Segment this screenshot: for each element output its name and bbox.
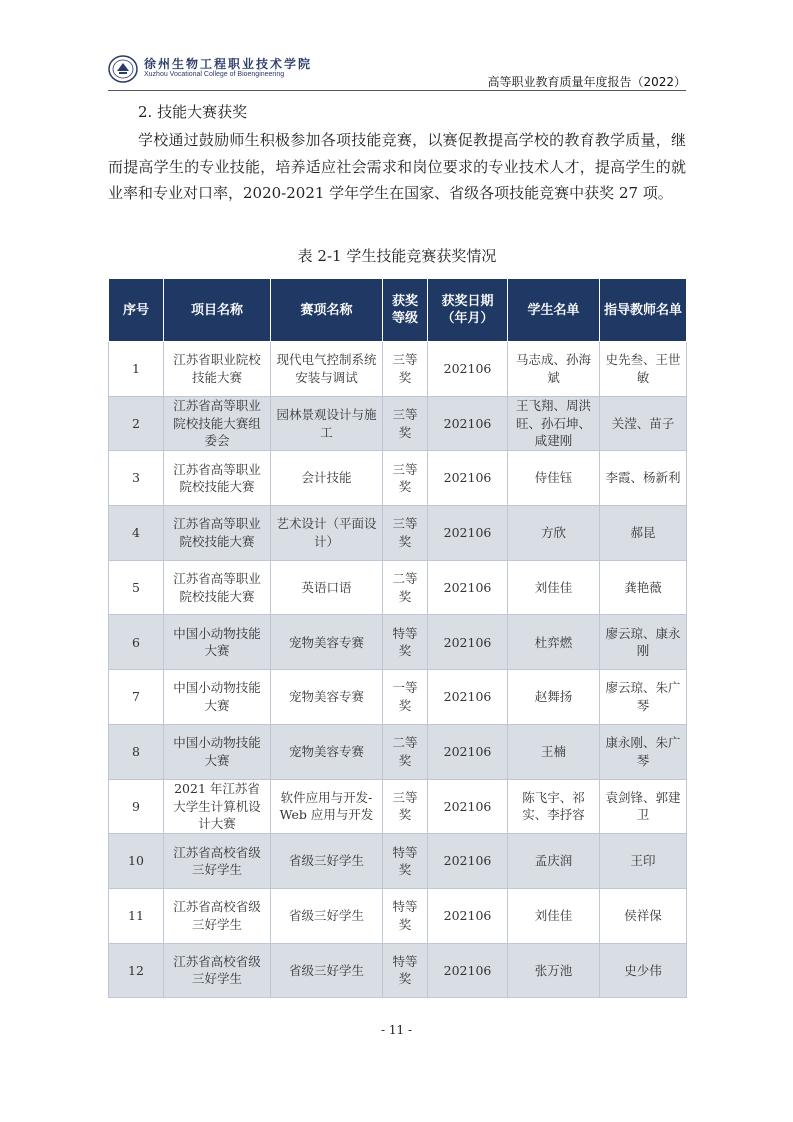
cell-award-date: 202106: [428, 342, 508, 397]
table-row: [109, 779, 687, 834]
cell-students: 侍佳钰: [508, 451, 600, 506]
cell-project: 中国小动物技能大赛: [164, 615, 271, 670]
cell-event: 现代电气控制系统安装与调试: [271, 342, 383, 397]
table-row: [109, 888, 687, 943]
page-header: [108, 52, 686, 92]
table-caption: 表 2-1 学生技能竞赛获奖情况: [297, 247, 497, 265]
cell-advisors: 袁剑锋、郭建卫: [600, 779, 687, 834]
cell-event: 省级三好学生: [271, 834, 383, 889]
cell-students: 刘佳佳: [508, 888, 600, 943]
cell-advisors: 关滢、苗子: [600, 396, 687, 451]
cell-index: 4: [109, 506, 164, 561]
cell-project: 中国小动物技能大赛: [164, 724, 271, 779]
cell-award-date: 202106: [428, 451, 508, 506]
table-row: [109, 506, 687, 561]
header-cell-award-level: 获奖等级: [383, 279, 428, 342]
table-row: [109, 451, 687, 506]
table-header-row: [109, 279, 687, 342]
table-row: [109, 615, 687, 670]
table-row: [109, 834, 687, 889]
cell-students: 王飞翔、周洪旺、孙石坤、咸建刚: [508, 396, 600, 451]
cell-award-date: 202106: [428, 506, 508, 561]
cell-project: 江苏省高等职业院校技能大赛: [164, 560, 271, 615]
report-title: 高等职业教育质量年度报告（2022）: [487, 75, 686, 89]
cell-award-date: 202106: [428, 834, 508, 889]
cell-award-level: 三等奖: [383, 506, 428, 561]
cell-advisors: 龚艳薇: [600, 560, 687, 615]
school-name-en: Xuzhou Vocational College of Bioengineering: [144, 71, 285, 78]
table-row: [109, 943, 687, 998]
cell-event: 英语口语: [271, 560, 383, 615]
school-logo-icon: [108, 54, 138, 84]
cell-advisors: 侯祥保: [600, 888, 687, 943]
cell-students: 张万池: [508, 943, 600, 998]
cell-project: 江苏省高校省级三好学生: [164, 834, 271, 889]
cell-award-date: 202106: [428, 615, 508, 670]
cell-award-level: 三等奖: [383, 779, 428, 834]
cell-event: 软件应用与开发-Web 应用与开发: [271, 779, 383, 834]
awards-table: [108, 278, 687, 998]
cell-project: 江苏省职业院校技能大赛: [164, 342, 271, 397]
cell-project: 江苏省高校省级三好学生: [164, 943, 271, 998]
cell-event: 宠物美容专赛: [271, 670, 383, 725]
cell-award-level: 特等奖: [383, 888, 428, 943]
cell-award-level: 一等奖: [383, 670, 428, 725]
cell-event: 省级三好学生: [271, 943, 383, 998]
cell-index: 9: [109, 779, 164, 834]
table-row: [109, 396, 687, 451]
cell-students: 刘佳佳: [508, 560, 600, 615]
table-row: [109, 724, 687, 779]
cell-students: 马志成、孙海斌: [508, 342, 600, 397]
cell-index: 6: [109, 615, 164, 670]
cell-students: 陈飞宇、祁实、李抒容: [508, 779, 600, 834]
cell-award-date: 202106: [428, 560, 508, 615]
cell-event: 艺术设计（平面设计）: [271, 506, 383, 561]
cell-award-date: 202106: [428, 396, 508, 451]
cell-students: 赵舞扬: [508, 670, 600, 725]
cell-award-level: 三等奖: [383, 396, 428, 451]
page-number: - 11 -: [380, 1023, 412, 1037]
cell-index: 3: [109, 451, 164, 506]
header-cell-index: 序号: [109, 279, 164, 342]
header-cell-project: 项目名称: [164, 279, 271, 342]
cell-event: 宠物美容专赛: [271, 724, 383, 779]
header-cell-advisors: 指导教师名单: [600, 279, 687, 342]
table-row: [109, 670, 687, 725]
cell-award-level: 三等奖: [383, 451, 428, 506]
cell-award-level: 三等奖: [383, 342, 428, 397]
cell-project: 2021 年江苏省大学生计算机设计大赛: [164, 779, 271, 834]
cell-award-level: 特等奖: [383, 943, 428, 998]
header-cell-students: 学生名单: [508, 279, 600, 342]
cell-project: 江苏省高等职业院校技能大赛组委会: [164, 396, 271, 451]
cell-award-level: 特等奖: [383, 834, 428, 889]
cell-advisors: 李霞、杨新利: [600, 451, 687, 506]
cell-index: 2: [109, 396, 164, 451]
cell-index: 7: [109, 670, 164, 725]
cell-award-level: 特等奖: [383, 615, 428, 670]
cell-award-date: 202106: [428, 724, 508, 779]
header-cell-award-date: 获奖日期（年月）: [428, 279, 508, 342]
cell-award-level: 二等奖: [383, 724, 428, 779]
cell-advisors: 廖云琼、康永刚: [600, 615, 687, 670]
cell-project: 中国小动物技能大赛: [164, 670, 271, 725]
cell-index: 12: [109, 943, 164, 998]
cell-event: 会计技能: [271, 451, 383, 506]
section-paragraph: 学校通过鼓励师生积极参加各项技能竞赛，以赛促教提高学校的教育教学质量，继而提高学生的专业技能，培养适应社会需求和岗位要求的专业技术人才，提高学生的就业率和专业对口率，2020-2021 学年学生在国家、省级各项技能竞赛中获奖 27 项。: [108, 131, 686, 202]
section-title: 2. 技能大赛获奖: [138, 103, 248, 121]
header-cell-event: 赛项名称: [271, 279, 383, 342]
cell-award-date: 202106: [428, 779, 508, 834]
cell-award-date: 202106: [428, 943, 508, 998]
table-row: [109, 342, 687, 397]
cell-award-date: 202106: [428, 888, 508, 943]
cell-index: 10: [109, 834, 164, 889]
cell-index: 11: [109, 888, 164, 943]
cell-advisors: 郝昆: [600, 506, 687, 561]
cell-students: 杜弈燃: [508, 615, 600, 670]
cell-project: 江苏省高等职业院校技能大赛: [164, 506, 271, 561]
cell-students: 王楠: [508, 724, 600, 779]
cell-advisors: 廖云琼、朱广琴: [600, 670, 687, 725]
cell-award-level: 二等奖: [383, 560, 428, 615]
cell-index: 5: [109, 560, 164, 615]
cell-advisors: 史先叁、王世敏: [600, 342, 687, 397]
school-name-cn: 徐州生物工程职业技术学院: [144, 57, 313, 71]
cell-advisors: 康永刚、朱广琴: [600, 724, 687, 779]
cell-index: 1: [109, 342, 164, 397]
cell-event: 园林景观设计与施工: [271, 396, 383, 451]
cell-project: 江苏省高等职业院校技能大赛: [164, 451, 271, 506]
cell-advisors: 史少伟: [600, 943, 687, 998]
cell-award-date: 202106: [428, 670, 508, 725]
cell-index: 8: [109, 724, 164, 779]
cell-event: 省级三好学生: [271, 888, 383, 943]
header-divider: [108, 90, 686, 91]
cell-project: 江苏省高校省级三好学生: [164, 888, 271, 943]
table-row: [109, 560, 687, 615]
cell-advisors: 王印: [600, 834, 687, 889]
cell-students: 孟庆润: [508, 834, 600, 889]
cell-students: 方欣: [508, 506, 600, 561]
cell-event: 宠物美容专赛: [271, 615, 383, 670]
